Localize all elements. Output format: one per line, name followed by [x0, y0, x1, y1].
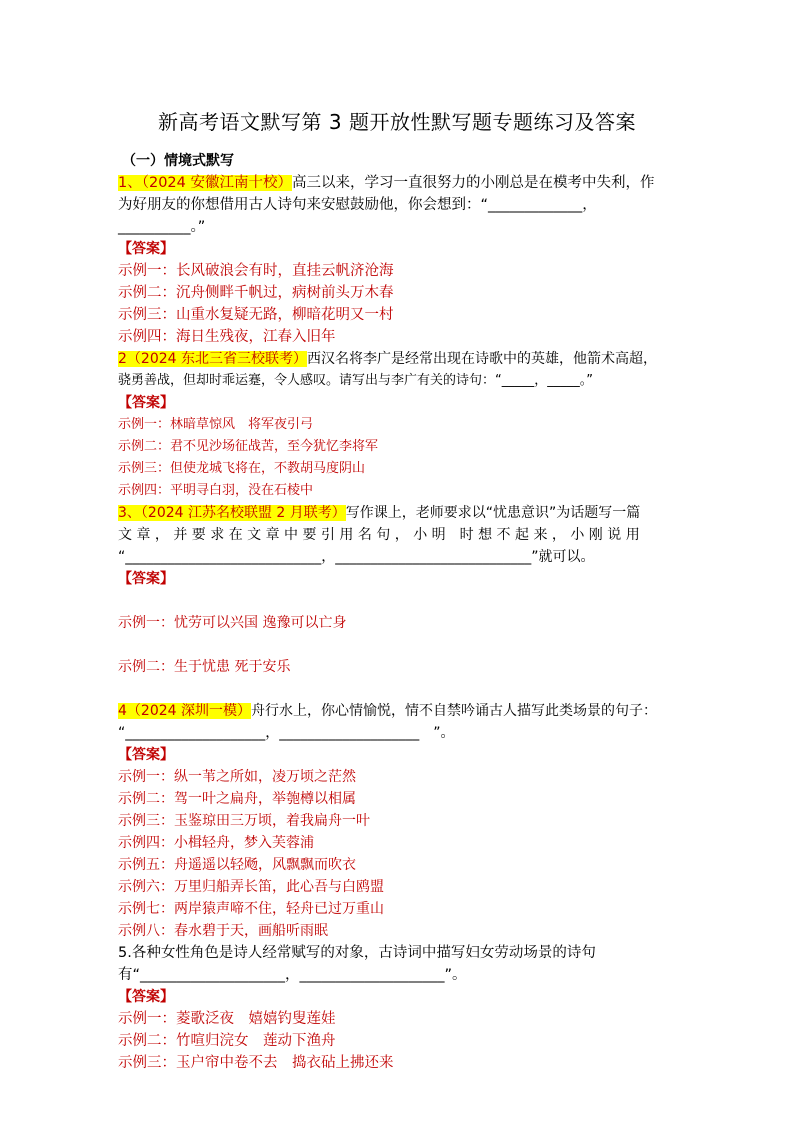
- question-4-example-3: 示例三：玉鉴琼田三万顷，着我扁舟一叶: [118, 813, 370, 829]
- section-heading: （一）情境式默写: [122, 153, 234, 169]
- question-5-example-1: 示例一：菱歌泛夜 嬉嬉钓叟莲娃: [118, 1011, 336, 1027]
- question-5-line-1: 5.各种女性角色是诗人经常赋写的对象，古诗词中描写妇女劳动场景的诗句: [118, 945, 596, 961]
- question-2-line-2: 骁勇善战，但却时乖运蹇，令人感叹。请写出与李广有关的诗句：“_____，_____。”: [118, 373, 593, 388]
- page-title: 新高考语文默写第 3 题开放性默写题专题练习及答案: [158, 110, 636, 134]
- question-4-example-6: 示例六：万里归船弄长笛，此心吾与白鸥盟: [118, 879, 384, 895]
- spacer: [118, 590, 688, 612]
- question-2-line-1: [118, 348, 688, 370]
- spacer: [118, 634, 688, 656]
- question-1-example-3: 示例三：山重水复疑无路，柳暗花明又一村: [118, 307, 394, 323]
- spacer: [118, 678, 688, 700]
- question-3-source: 3、（2024 江苏名校联盟 2 月联考）: [118, 505, 346, 521]
- answer-label: 【答案】: [118, 747, 174, 763]
- question-2-text-1: 西汉名将李广是经常出现在诗歌中的英雄，他箭术高超，: [307, 351, 657, 367]
- question-4-example-1: 示例一：纵一苇之所如，凌万顷之茫然: [118, 769, 356, 785]
- question-5-example-3: 示例三：玉户帘中卷不去 捣衣砧上拂还来: [118, 1055, 394, 1071]
- question-5-example-2: 示例二：竹喧归浣女 莲动下渔舟: [118, 1033, 336, 1049]
- question-3-text-1: 写作课上，老师要求以“忧患意识”为话题写一篇: [345, 505, 641, 521]
- question-2-source: 2（2024 东北三省三校联考）: [118, 351, 307, 367]
- question-4-text-1: 舟行水上，你心情愉悦，情不自禁吟诵古人描写此类场景的句子：: [251, 703, 657, 719]
- question-4-example-7: 示例七：两岸猿声啼不住，轻舟已过万重山: [118, 901, 384, 917]
- question-4-source: 4（2024 深圳一模）: [118, 703, 251, 719]
- question-2-example-1: 示例一：林暗草惊风 将军夜引弓: [118, 417, 314, 432]
- question-4-example-5: 示例五：舟遥遥以轻飏，风飘飘而吹衣: [118, 857, 356, 873]
- question-1-line-3: __________。”: [118, 219, 206, 235]
- document-body: [118, 150, 688, 1074]
- question-1-source: 1、（2024 安徽江南十校）: [118, 175, 292, 191]
- question-2-example-2: 示例二：君不见沙场征战苦，至今犹忆李将军: [118, 439, 379, 454]
- question-3-example-2: 示例二：生于忧患 死于安乐: [118, 659, 291, 675]
- question-1-example-4: 示例四：海日生残夜，江春入旧年: [118, 329, 336, 345]
- answer-label: 【答案】: [118, 989, 174, 1005]
- question-2-example-4: 示例四：平明寻白羽，没在石棱中: [118, 483, 314, 498]
- question-4-example-8: 示例八：春水碧于天，画船听雨眠: [118, 923, 328, 939]
- question-3-line-1: [118, 502, 688, 524]
- answer-label: 【答案】: [118, 241, 174, 257]
- question-4-line-2: “____________________，____________________ ”。: [118, 725, 455, 741]
- question-1-line-2: 为好朋友的你想借用古人诗句来安慰鼓励他，你会想到：“_____________，: [118, 197, 597, 213]
- question-1-text-1: 高三以来，学习一直很努力的小刚总是在模考中失利，作: [292, 175, 655, 191]
- answer-label: 【答案】: [118, 395, 174, 411]
- question-4-line-1: [118, 700, 688, 722]
- question-4-example-2: 示例二：驾一叶之扁舟，举匏樽以相属: [118, 791, 356, 807]
- question-4-example-4: 示例四：小楫轻舟，梦入芙蓉浦: [118, 835, 314, 851]
- question-3-example-1: 示例一：忧劳可以兴国 逸豫可以亡身: [118, 615, 347, 631]
- question-3-line-2: 文 章 ， 并 要 求 在 文 章 中 要 引 用 名 句 ， 小 明 时 想 不 起 来 ， 小 刚 说 用: [118, 527, 640, 543]
- question-1-example-1: 示例一：长风破浪会有时，直挂云帆济沧海: [118, 263, 394, 279]
- answer-label: 【答案】: [118, 571, 174, 587]
- question-1-line-1: [118, 172, 688, 194]
- question-1-example-2: 示例二：沉舟侧畔千帆过，病树前头万木春: [118, 285, 394, 301]
- question-5-line-2: 有“____________________，____________________”。: [118, 967, 467, 983]
- question-3-line-3: “____________________________，____________________________”就可以。: [118, 549, 595, 565]
- question-2-example-3: 示例三：但使龙城飞将在，不教胡马度阴山: [118, 461, 366, 476]
